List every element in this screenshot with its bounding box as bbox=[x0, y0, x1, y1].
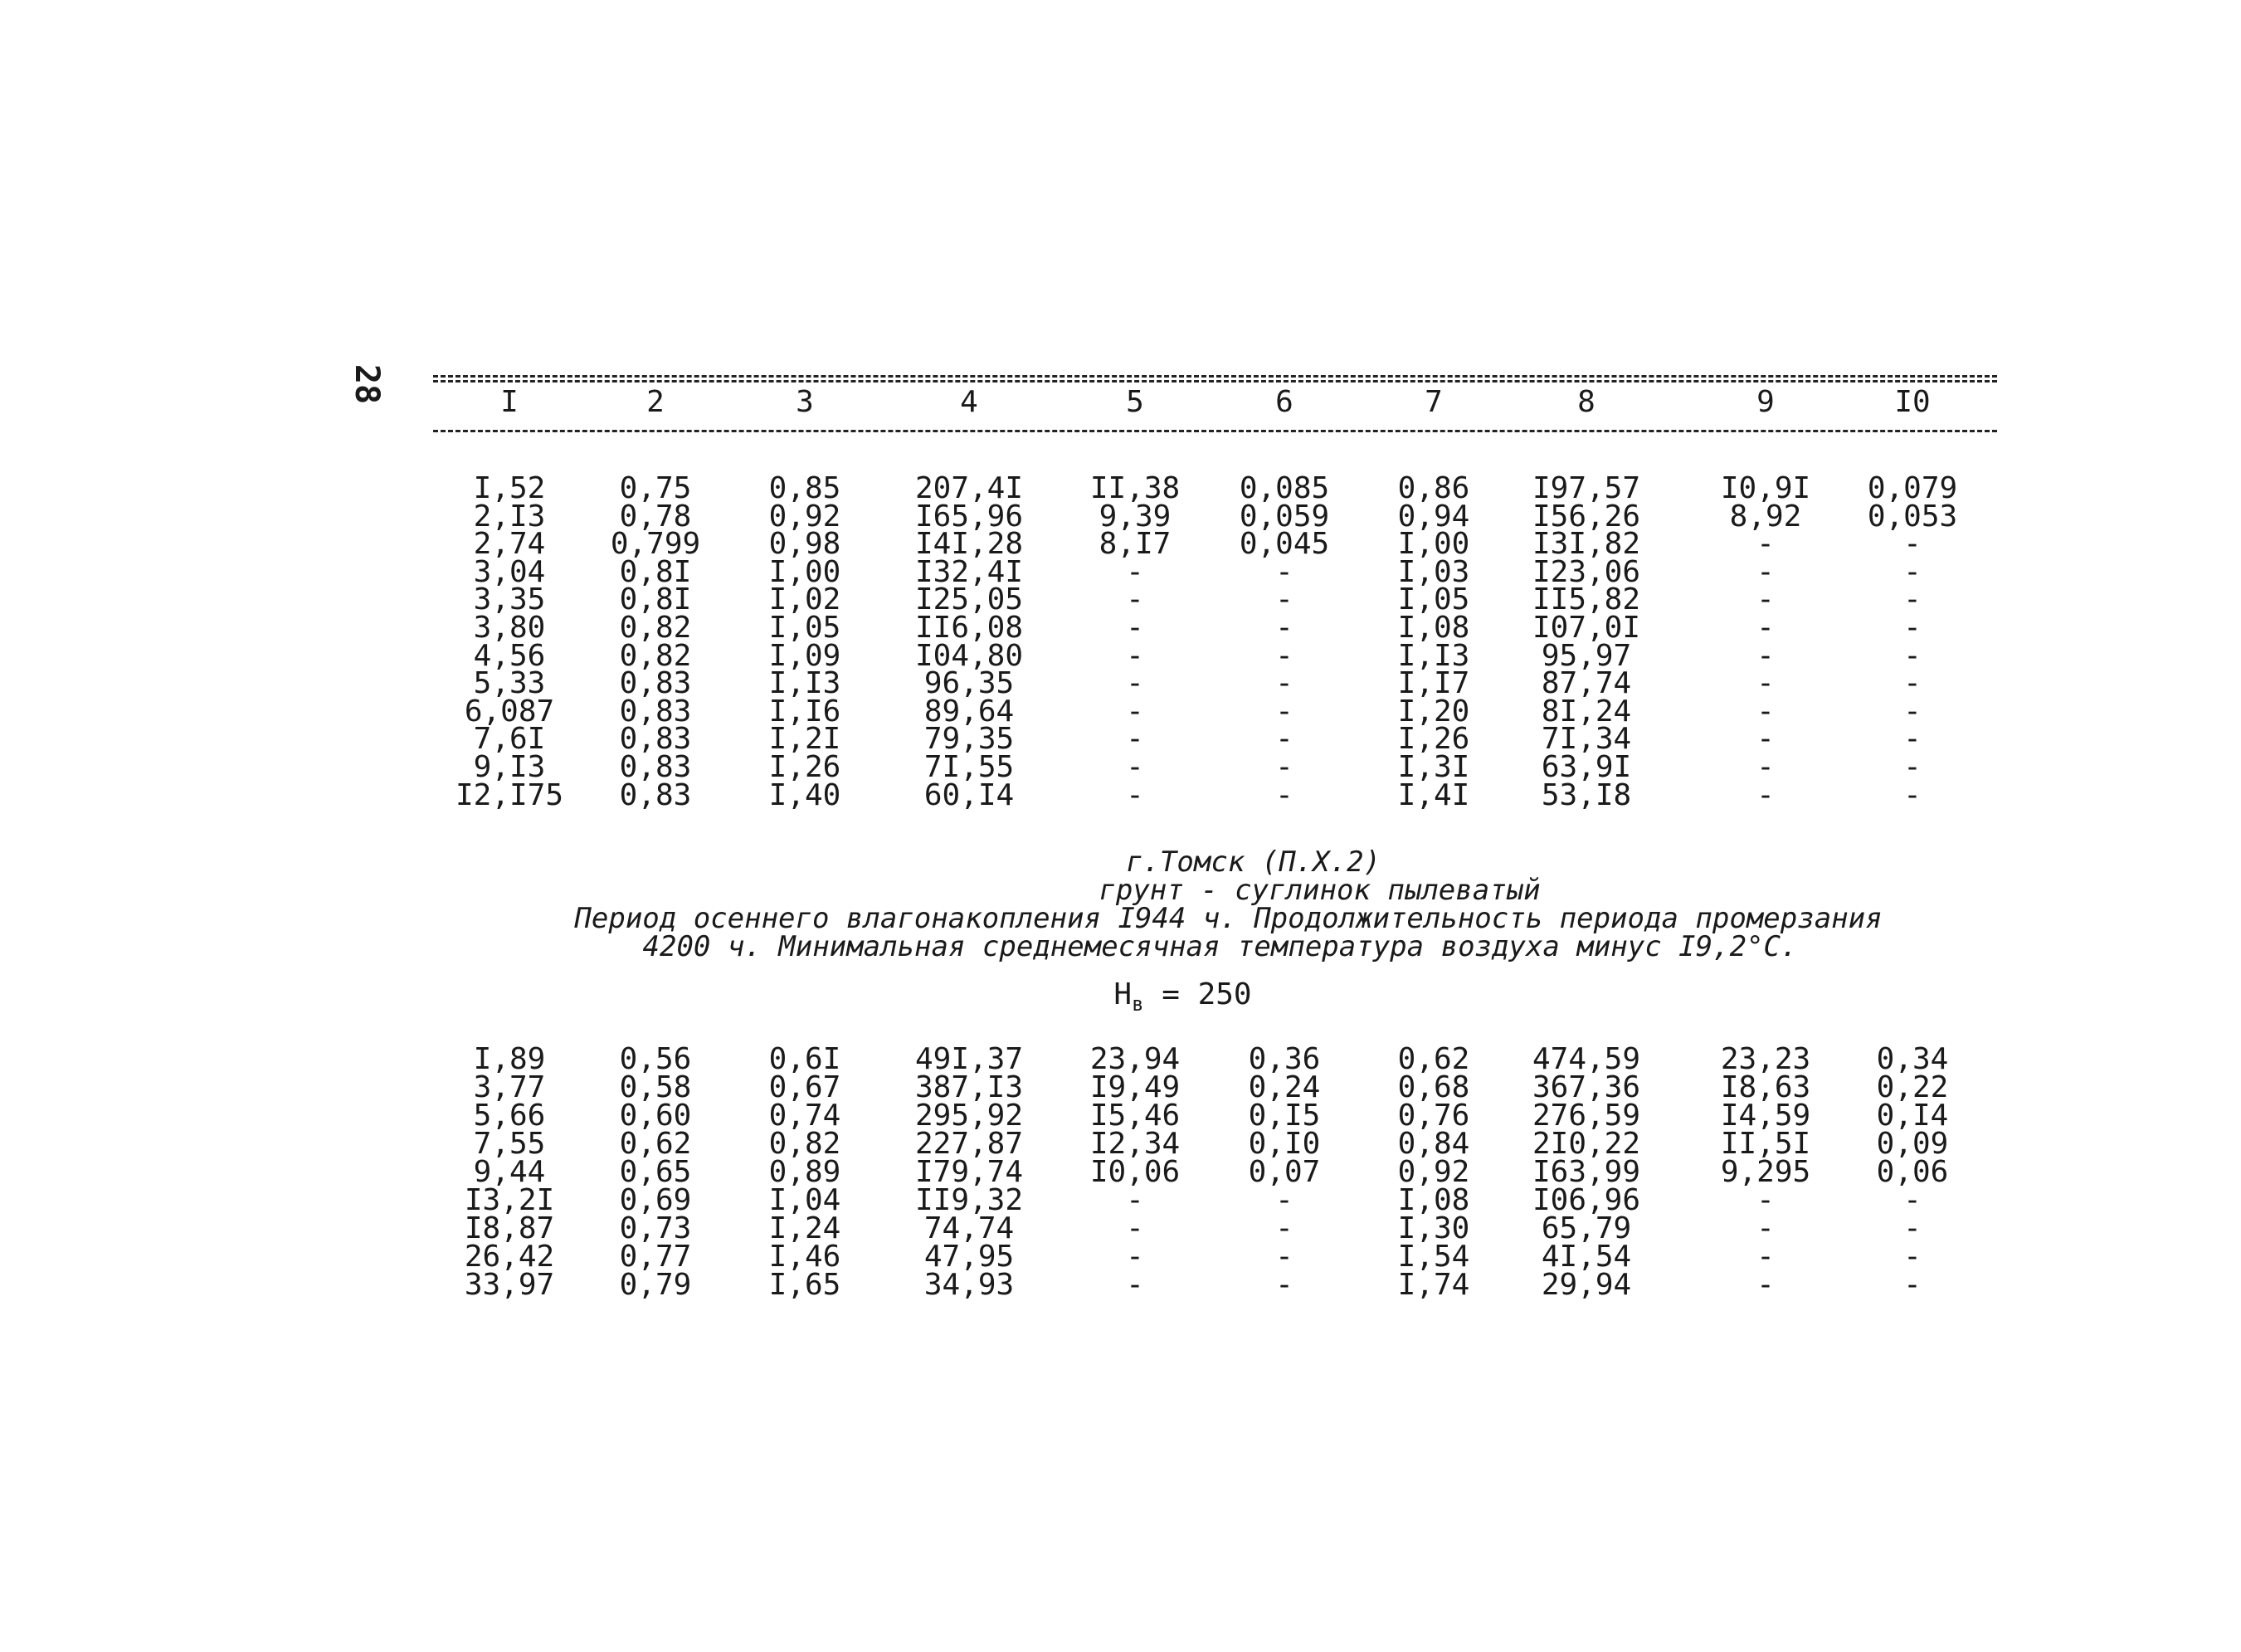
table-cell: 2,I3 bbox=[473, 499, 546, 534]
hb-label: $H_в = 250$ bbox=[1113, 977, 1252, 1016]
table-cell: I,2I bbox=[768, 722, 841, 757]
table-cell: 227,87 bbox=[914, 1127, 1024, 1161]
table-cell: 9,44 bbox=[473, 1155, 546, 1189]
table-cell: II6,08 bbox=[914, 611, 1024, 645]
table-cell: - bbox=[1903, 1211, 1922, 1245]
table-cell: 0,09 bbox=[1876, 1127, 1949, 1161]
table-cell: 23,23 bbox=[1720, 1042, 1811, 1076]
table-cell: 0,I0 bbox=[1248, 1127, 1321, 1161]
page-number: 28 bbox=[348, 363, 387, 405]
table-cell: 33,97 bbox=[464, 1268, 555, 1302]
table-cell: I0,06 bbox=[1089, 1155, 1181, 1189]
table-cell: I04,80 bbox=[914, 638, 1024, 673]
table-cell: 0,67 bbox=[768, 1070, 841, 1104]
table-cell: 96,35 bbox=[923, 666, 1015, 701]
table-cell: - bbox=[1275, 694, 1293, 729]
table-cell: 3,77 bbox=[473, 1070, 546, 1104]
table-cell: 3,35 bbox=[473, 582, 546, 617]
table-cell: 0,89 bbox=[768, 1155, 841, 1189]
table-cell: 0,92 bbox=[1397, 1155, 1470, 1189]
table-cell: 387,I3 bbox=[914, 1070, 1024, 1104]
table-cell: 95,97 bbox=[1541, 638, 1632, 673]
table-cell: 9,I3 bbox=[473, 750, 546, 784]
table-cell: - bbox=[1903, 582, 1922, 617]
table-cell: 474,59 bbox=[1532, 1042, 1641, 1076]
table-cell: I97,57 bbox=[1532, 471, 1641, 505]
table-cell: 0,059 bbox=[1239, 499, 1330, 534]
table-cell: I,89 bbox=[473, 1042, 546, 1076]
table-cell: 0,053 bbox=[1867, 499, 1958, 534]
table-cell: 7I,34 bbox=[1541, 722, 1632, 757]
table-row bbox=[0, 1268, 2241, 1302]
table-cell: 0,24 bbox=[1248, 1070, 1321, 1104]
table-cell: 0,I5 bbox=[1248, 1099, 1321, 1133]
table-cell: - bbox=[1756, 666, 1775, 701]
table-cell: 0,8I bbox=[619, 582, 692, 617]
table-top-rule-2 bbox=[433, 380, 1997, 383]
table-cell: 0,8I bbox=[619, 554, 692, 589]
table-cell: I3I,82 bbox=[1532, 527, 1641, 562]
table-cell: I4,59 bbox=[1720, 1099, 1811, 1133]
table-cell: I,30 bbox=[1397, 1211, 1470, 1245]
table-cell: 0,82 bbox=[619, 638, 692, 673]
table-cell: I,03 bbox=[1397, 554, 1470, 589]
table-cell: 0,83 bbox=[619, 666, 692, 701]
table-cell: 0,I4 bbox=[1876, 1099, 1949, 1133]
table-cell: - bbox=[1903, 694, 1922, 729]
table-cell: 0,78 bbox=[619, 499, 692, 534]
table-cell: I2,34 bbox=[1089, 1127, 1181, 1161]
table-cell: - bbox=[1275, 611, 1293, 645]
table-cell: 0,07 bbox=[1248, 1155, 1321, 1189]
table-cell: 7I,55 bbox=[923, 750, 1015, 784]
table-cell: - bbox=[1756, 638, 1775, 673]
table-cell: 49I,37 bbox=[914, 1042, 1024, 1076]
table-cell: 0,74 bbox=[768, 1099, 841, 1133]
table-cell: 8,92 bbox=[1729, 499, 1802, 534]
table-cell: I,00 bbox=[768, 554, 841, 589]
table-cell: I63,99 bbox=[1532, 1155, 1641, 1189]
table-cell: - bbox=[1275, 1183, 1293, 1217]
table-cell: 0,34 bbox=[1876, 1042, 1949, 1076]
table-cell: I32,4I bbox=[914, 554, 1024, 589]
caption-city: г.Томск (П.Х.2) bbox=[1125, 845, 1381, 879]
table-cell: 5,33 bbox=[473, 666, 546, 701]
caption-period: Период осеннего влагонакопления I944 ч. Продолжительность периода промерзания bbox=[574, 902, 1883, 935]
table-cell: - bbox=[1126, 750, 1144, 784]
table-cell: 0,82 bbox=[619, 611, 692, 645]
table-cell: 79,35 bbox=[923, 722, 1015, 757]
table-cell: 8,I7 bbox=[1099, 527, 1172, 562]
table-cell: - bbox=[1275, 750, 1293, 784]
table-cell: 367,36 bbox=[1532, 1070, 1641, 1104]
column-header: I0 bbox=[1894, 385, 1931, 419]
table-cell: 207,4I bbox=[914, 471, 1024, 505]
column-header: 8 bbox=[1577, 385, 1595, 419]
table-cell: - bbox=[1756, 694, 1775, 729]
table-cell: I,20 bbox=[1397, 694, 1470, 729]
table-cell: - bbox=[1903, 638, 1922, 673]
table-cell: I8,87 bbox=[464, 1211, 555, 1245]
table-cell: 74,74 bbox=[923, 1211, 1015, 1245]
table-cell: I4I,28 bbox=[914, 527, 1024, 562]
table-cell: - bbox=[1903, 777, 1922, 812]
table-cell: - bbox=[1756, 1183, 1775, 1217]
table-cell: 7,6I bbox=[473, 722, 546, 757]
table-cell: I3,2I bbox=[464, 1183, 555, 1217]
table-cell: 0,82 bbox=[768, 1127, 841, 1161]
table-cell: I56,26 bbox=[1532, 499, 1641, 534]
table-cell: 0,085 bbox=[1239, 471, 1330, 505]
table-cell: I07,0I bbox=[1532, 611, 1641, 645]
table-cell: - bbox=[1275, 638, 1293, 673]
table-cell: - bbox=[1756, 611, 1775, 645]
table-cell: I,08 bbox=[1397, 611, 1470, 645]
table-cell: I,I3 bbox=[768, 666, 841, 701]
table-cell: I23,06 bbox=[1532, 554, 1641, 589]
table-cell: 0,85 bbox=[768, 471, 841, 505]
table-cell: 0,65 bbox=[619, 1155, 692, 1189]
table-cell: 53,I8 bbox=[1541, 777, 1632, 812]
table-cell: 63,9I bbox=[1541, 750, 1632, 784]
table-cell: - bbox=[1756, 750, 1775, 784]
table-cell: 0,06 bbox=[1876, 1155, 1949, 1189]
table-cell: I,26 bbox=[768, 750, 841, 784]
table-cell: I,74 bbox=[1397, 1268, 1470, 1302]
table-cell: I,I3 bbox=[1397, 638, 1470, 673]
table-cell: - bbox=[1903, 554, 1922, 589]
table-cell: 47,95 bbox=[923, 1240, 1015, 1274]
table-cell: - bbox=[1275, 582, 1293, 617]
table-cell: - bbox=[1126, 722, 1144, 757]
table-cell: 0,22 bbox=[1876, 1070, 1949, 1104]
table-cell: 0,79 bbox=[619, 1268, 692, 1302]
table-cell: - bbox=[1903, 1268, 1922, 1302]
table-cell: - bbox=[1275, 1268, 1293, 1302]
table-cell: I,05 bbox=[1397, 582, 1470, 617]
table-cell: 0,92 bbox=[768, 499, 841, 534]
table-cell: - bbox=[1275, 1211, 1293, 1245]
table-cell: 26,42 bbox=[464, 1240, 555, 1274]
column-header: 4 bbox=[960, 385, 978, 419]
table-cell: I65,96 bbox=[914, 499, 1024, 534]
table-cell: I,54 bbox=[1397, 1240, 1470, 1274]
table-cell: - bbox=[1756, 527, 1775, 562]
table-cell: I,05 bbox=[768, 611, 841, 645]
table-cell: I0,9I bbox=[1720, 471, 1811, 505]
table-cell: 8I,24 bbox=[1541, 694, 1632, 729]
table-cell: - bbox=[1756, 554, 1775, 589]
table-cell: 0,94 bbox=[1397, 499, 1470, 534]
table-cell: II5,82 bbox=[1532, 582, 1641, 617]
caption-duration: 4200 ч. Минимальная среднемесячная температура воздуха минус I9,2°C. bbox=[642, 930, 1798, 963]
table-top-rule bbox=[433, 375, 1997, 378]
table-cell: I25,05 bbox=[914, 582, 1024, 617]
table-cell: I2,I75 bbox=[455, 777, 564, 812]
table-cell: - bbox=[1126, 582, 1144, 617]
table-cell: - bbox=[1756, 777, 1775, 812]
column-header: 2 bbox=[646, 385, 665, 419]
table-cell: I,40 bbox=[768, 777, 841, 812]
table-cell: - bbox=[1126, 638, 1144, 673]
table-cell: I9,49 bbox=[1089, 1070, 1181, 1104]
table-cell: I,52 bbox=[473, 471, 546, 505]
table-cell: - bbox=[1903, 1240, 1922, 1274]
table-cell: 0,799 bbox=[610, 527, 701, 562]
table-cell: 0,77 bbox=[619, 1240, 692, 1274]
table-cell: - bbox=[1126, 1268, 1144, 1302]
table-cell: 0,84 bbox=[1397, 1127, 1470, 1161]
caption-soil: грунт - суглинок пылеватый bbox=[1099, 874, 1541, 907]
table-cell: I,I6 bbox=[768, 694, 841, 729]
table-cell: I79,74 bbox=[914, 1155, 1024, 1189]
table-cell: - bbox=[1756, 582, 1775, 617]
table-cell: I,24 bbox=[768, 1211, 841, 1245]
table-cell: 3,80 bbox=[473, 611, 546, 645]
table-cell: I,65 bbox=[768, 1268, 841, 1302]
table-cell: 9,295 bbox=[1720, 1155, 1811, 1189]
table-cell: I8,63 bbox=[1720, 1070, 1811, 1104]
table-cell: - bbox=[1126, 554, 1144, 589]
table-cell: 276,59 bbox=[1532, 1099, 1641, 1133]
table-cell: - bbox=[1275, 666, 1293, 701]
table-cell: II,38 bbox=[1089, 471, 1181, 505]
table-cell: 0,62 bbox=[1397, 1042, 1470, 1076]
table-cell: 0,98 bbox=[768, 527, 841, 562]
table-cell: - bbox=[1275, 777, 1293, 812]
table-cell: II9,32 bbox=[914, 1183, 1024, 1217]
table-cell: 29,94 bbox=[1541, 1268, 1632, 1302]
table-cell: 0,75 bbox=[619, 471, 692, 505]
table-cell: 89,64 bbox=[923, 694, 1015, 729]
table-cell: 4,56 bbox=[473, 638, 546, 673]
table-cell: I,I7 bbox=[1397, 666, 1470, 701]
table-cell: 23,94 bbox=[1089, 1042, 1181, 1076]
table-cell: 0,60 bbox=[619, 1099, 692, 1133]
table-cell: - bbox=[1275, 1240, 1293, 1274]
table-cell: - bbox=[1126, 1240, 1144, 1274]
table-cell: 2I0,22 bbox=[1532, 1127, 1641, 1161]
table-cell: - bbox=[1126, 1183, 1144, 1217]
table-cell: 60,I4 bbox=[923, 777, 1015, 812]
table-header bbox=[0, 385, 2241, 419]
table-cell: 0,83 bbox=[619, 722, 692, 757]
table-cell: 0,68 bbox=[1397, 1070, 1470, 1104]
table-cell: I06,96 bbox=[1532, 1183, 1641, 1217]
table-cell: - bbox=[1903, 1183, 1922, 1217]
table-cell: - bbox=[1903, 750, 1922, 784]
table-cell: 0,62 bbox=[619, 1127, 692, 1161]
table-cell: II,5I bbox=[1720, 1127, 1811, 1161]
table-cell: I,00 bbox=[1397, 527, 1470, 562]
table-cell: - bbox=[1126, 666, 1144, 701]
table-cell: - bbox=[1756, 722, 1775, 757]
table-cell: I,26 bbox=[1397, 722, 1470, 757]
table-cell: I,02 bbox=[768, 582, 841, 617]
table-cell: - bbox=[1756, 1268, 1775, 1302]
table-cell: 2,74 bbox=[473, 527, 546, 562]
table-cell: 9,39 bbox=[1099, 499, 1172, 534]
table-cell: 6,087 bbox=[464, 694, 555, 729]
table-cell: 0,86 bbox=[1397, 471, 1470, 505]
column-header: 3 bbox=[796, 385, 814, 419]
table-cell: I,3I bbox=[1397, 750, 1470, 784]
column-header: 7 bbox=[1425, 385, 1443, 419]
column-header: 6 bbox=[1275, 385, 1293, 419]
table-cell: - bbox=[1275, 554, 1293, 589]
table-cell: I,46 bbox=[768, 1240, 841, 1274]
table-cell: 5,66 bbox=[473, 1099, 546, 1133]
table-cell: 0,56 bbox=[619, 1042, 692, 1076]
table-cell: - bbox=[1126, 694, 1144, 729]
table-cell: I,08 bbox=[1397, 1183, 1470, 1217]
table-cell: - bbox=[1756, 1240, 1775, 1274]
table-cell: 0,83 bbox=[619, 694, 692, 729]
table-cell: - bbox=[1903, 722, 1922, 757]
table-cell: 0,6I bbox=[768, 1042, 841, 1076]
table-cell: - bbox=[1275, 722, 1293, 757]
table-cell: 0,69 bbox=[619, 1183, 692, 1217]
table-cell: 34,93 bbox=[923, 1268, 1015, 1302]
table-cell: - bbox=[1126, 777, 1144, 812]
table-cell: 295,92 bbox=[914, 1099, 1024, 1133]
table-cell: 0,76 bbox=[1397, 1099, 1470, 1133]
table-cell: 0,045 bbox=[1239, 527, 1330, 562]
table-row bbox=[0, 777, 2241, 812]
table-cell: I5,46 bbox=[1089, 1099, 1181, 1133]
table-cell: - bbox=[1756, 1211, 1775, 1245]
table-cell: 0,36 bbox=[1248, 1042, 1321, 1076]
table-cell: 87,74 bbox=[1541, 666, 1632, 701]
table-cell: I,04 bbox=[768, 1183, 841, 1217]
table-cell: 4I,54 bbox=[1541, 1240, 1632, 1274]
table-cell: 7,55 bbox=[473, 1127, 546, 1161]
table-cell: - bbox=[1126, 1211, 1144, 1245]
table-cell: - bbox=[1903, 666, 1922, 701]
column-header: 5 bbox=[1126, 385, 1144, 419]
table-cell: 65,79 bbox=[1541, 1211, 1632, 1245]
column-header: 9 bbox=[1756, 385, 1775, 419]
table-cell: I,4I bbox=[1397, 777, 1470, 812]
table-cell: 0,58 bbox=[619, 1070, 692, 1104]
table-cell: - bbox=[1903, 611, 1922, 645]
table-cell: - bbox=[1903, 527, 1922, 562]
table-cell: - bbox=[1126, 611, 1144, 645]
column-header: I bbox=[500, 385, 519, 419]
table-cell: 0,83 bbox=[619, 777, 692, 812]
table-cell: 0,83 bbox=[619, 750, 692, 784]
table-cell: 3,04 bbox=[473, 554, 546, 589]
table-header-rule bbox=[433, 430, 1997, 432]
table-cell: 0,73 bbox=[619, 1211, 692, 1245]
table-cell: I,09 bbox=[768, 638, 841, 673]
table-cell: 0,079 bbox=[1867, 471, 1958, 505]
